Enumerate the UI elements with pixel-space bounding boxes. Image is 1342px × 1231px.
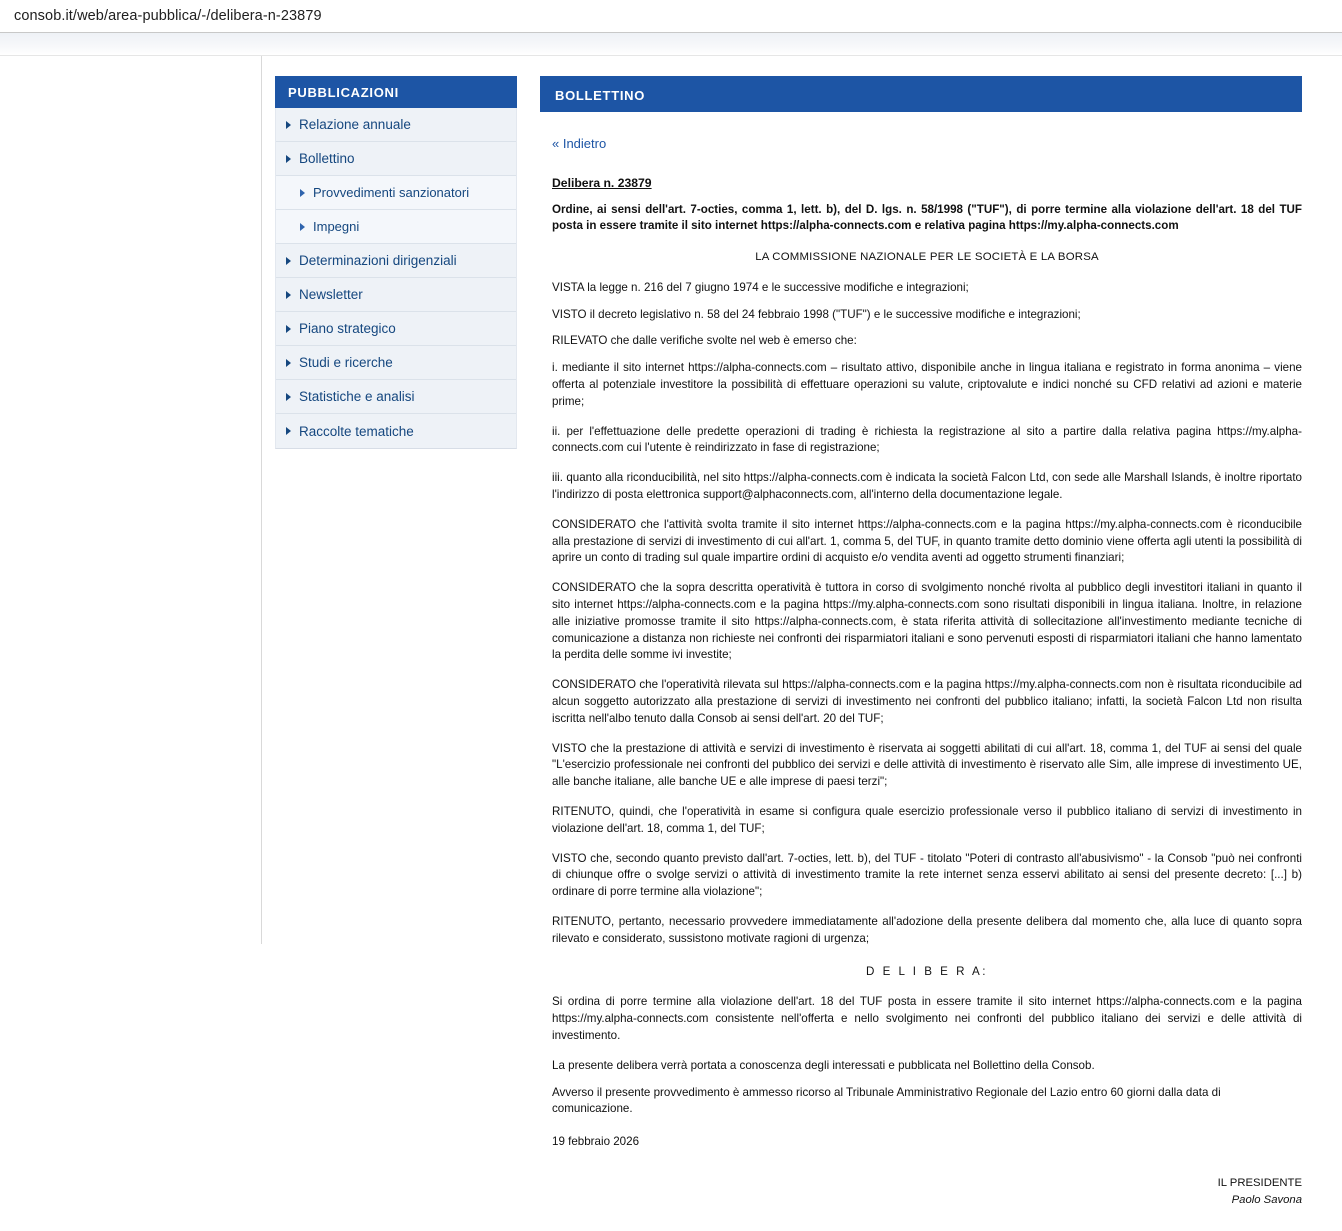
browser-toolbar-shadow xyxy=(0,33,1342,56)
sidebar-item-studi-e-ricerche[interactable] xyxy=(276,346,516,380)
page-body xyxy=(0,56,1342,1206)
chevron-right-icon xyxy=(286,427,291,435)
document-delibera-heading: D E L I B E R A: xyxy=(865,964,989,978)
document-paragraph: iii. quanto alla riconducibilità, nel sito https://alpha-connects.com è indicata la società Falcon Ltd, con sede alle Marshall Islands, è inoltre riportato l'indirizzo di posta elettronica support@alphaconnects.com, all'interno della documentazione legale. xyxy=(552,471,1302,501)
sidebar-item-bollettino[interactable] xyxy=(276,142,516,176)
signature-name: Paolo Savona xyxy=(1231,1193,1302,1206)
sidebar-item-impegni[interactable] xyxy=(276,210,516,244)
page-gutter-divider xyxy=(261,56,262,944)
chevron-right-icon xyxy=(286,155,291,163)
document-bottom-spacer xyxy=(552,1209,1302,1231)
sidebar-item-raccolte-tematiche[interactable] xyxy=(276,414,516,448)
sidebar-item-piano-strategico[interactable] xyxy=(276,312,516,346)
signature-role: IL PRESIDENTE xyxy=(1217,1176,1302,1189)
document-paragraph: RITENUTO, quindi, che l'operatività in esame si configura quale esercizio professionale verso il pubblico italiano di servizi di investimento in violazione dell'art. 18, comma 1, del TUF; xyxy=(552,804,1302,835)
sidebar-item-determinazioni-dirigenziali[interactable] xyxy=(276,244,516,278)
sidebar-item-label: Determinazioni dirigenziali xyxy=(299,253,457,268)
chevron-right-icon xyxy=(300,189,305,197)
document-paragraph: RITENUTO, pertanto, necessario provvedere immediatamente all'adozione della presente delibera dal momento che, alla luce di quanto sopra rilevato e considerato, sussistono motivate ragioni di urgenza; xyxy=(552,914,1302,945)
sidebar-title: PUBBLICAZIONI xyxy=(275,76,517,108)
document-resolution-paragraph: Avverso il presente provvedimento è ammesso ricorso al Tribunale Amministrativo Regionale del Lazio entro 60 giorni dalla data di comunicazione. xyxy=(552,1085,1221,1116)
document-paragraph: CONSIDERATO che l'attività svolta tramite il sito internet https://alpha-connects.com e la pagina https://my.alpha-connects.com è riconducibile alla prestazione di servizi di investimento di cui all'art. 1, comma 5, del TUF, in quanto tramite detto dominio viene offerta agli utenti la possibilità di aprire un conto di trading sul quale impartire ordini di acquisto e/o vendita aventi ad oggetto strumenti finanziari; xyxy=(552,517,1302,565)
sidebar-item-label: Studi e ricerche xyxy=(299,355,393,370)
sidebar-item-label: Piano strategico xyxy=(299,321,396,336)
document-paragraph: i. mediante il sito internet https://alpha-connects.com – risultato attivo, disponibile anche in lingua italiana e registrato in forma anonima – viene offerta al potenziale investitore la possibilità di effettuare operazioni su valute, criptovalute e indici nonché su CFD relativi ad azioni e materie prime; xyxy=(552,361,1302,408)
chevron-right-icon xyxy=(286,325,291,333)
sidebar-item-label: Bollettino xyxy=(299,151,355,166)
document-resolution-paragraph: La presente delibera verrà portata a conoscenza degli interessati e pubblicata nel Bollettino della Consob. xyxy=(552,1058,1095,1072)
document-subtitle: Ordine, ai sensi dell'art. 7-octies, comma 1, lett. b), del D. lgs. n. 58/1998 ("TUF"), di porre termine alla violazione dell'art. 18 del TUF posta in essere tramite il sito internet https://alpha-connects.com e relativa pagina https://my.alpha-connects.com xyxy=(552,202,1302,233)
sidebar-item-label: Relazione annuale xyxy=(299,117,411,132)
document-paragraph: VISTO che la prestazione di attività e servizi di investimento è riservata ai soggetti abilitati di cui all'art. 18, comma 1, del TUF ai sensi del quale "L'esercizio professionale nei confronti del pubblico dei servizi e delle attività di investimento è riservato alle Sim, alle imprese di investimento UE, alle banche italiane, alle banche UE e alle imprese di paesi terzi"; xyxy=(552,741,1302,789)
document-date: 19 febbraio 2026 xyxy=(552,1135,640,1149)
back-link[interactable]: « Indietro xyxy=(552,136,607,151)
sidebar-item-label: Provvedimenti sanzionatori xyxy=(313,185,470,200)
document-paragraph: VISTA la legge n. 216 del 7 giugno 1974 e le successive modifiche e integrazioni; xyxy=(552,280,969,294)
chevron-right-icon xyxy=(286,257,291,265)
document-paragraph: CONSIDERATO che l'operatività rilevata sul https://alpha-connects.com e la pagina https://my.alpha-connects.com non è risultata riconducibile ad alcun soggetto autorizzato alla prestazione di servizi di investimento nei confronti del pubblico italiano; infatti, la società Falcon Ltd non risulta iscritta nell'albo tenuto dalla Consob ai sensi dell'art. 20 del TUF; xyxy=(552,678,1302,725)
browser-url-bar[interactable] xyxy=(0,0,1342,33)
sidebar-nav-list xyxy=(275,108,517,449)
document-resolution-paragraph: Si ordina di porre termine alla violazione dell'art. 18 del TUF posta in essere tramite il sito internet https://alpha-connects.com e la pagina https://my.alpha-connects.com consistente nell'offerta e nello svolgimento nei confronti del pubblico italiano dei servizi e delle attività di investimento. xyxy=(552,995,1302,1042)
document-paragraph: RILEVATO che dalle verifiche svolte nel web è emerso che: xyxy=(552,334,857,348)
document-paragraph: VISTO che, secondo quanto previsto dall'art. 7-octies, lett. b), del TUF - titolato "Poteri di contrasto all'abusivismo" - la Consob "può nei confronti di chiunque offre o svolge servizi o attività di investimento tramite la rete internet senza esservi abilitato ai sensi del presente decreto: [...] b) ordinare di porre termine alla violazione"; xyxy=(552,851,1302,899)
sidebar-item-label: Statistiche e analisi xyxy=(299,389,415,404)
sidebar-item-relazione-annuale[interactable] xyxy=(276,108,516,142)
document-signature xyxy=(552,1175,1302,1209)
sidebar-item-statistiche-e-analisi[interactable] xyxy=(276,380,516,414)
chevron-right-icon xyxy=(300,223,305,231)
url-text[interactable]: consob.it/web/area-pubblica/-/delibera-n-23879 xyxy=(14,8,322,24)
document-title: Delibera n. 23879 xyxy=(552,176,652,190)
sidebar-item-label: Newsletter xyxy=(299,287,363,302)
sidebar xyxy=(275,76,517,449)
document-paragraph: VISTO il decreto legislativo n. 58 del 24 febbraio 1998 ("TUF") e le successive modifiche e integrazioni; xyxy=(552,307,1081,321)
sidebar-item-label: Raccolte tematiche xyxy=(299,423,414,439)
chevron-right-icon xyxy=(286,291,291,299)
sidebar-item-newsletter[interactable] xyxy=(276,278,516,312)
document-body xyxy=(552,175,1302,1231)
main-content xyxy=(540,76,1302,1231)
sidebar-item-provvedimenti-sanzionatori[interactable] xyxy=(276,176,516,210)
chevron-right-icon xyxy=(286,121,291,129)
document-organization: LA COMMISSIONE NAZIONALE PER LE SOCIETÀ E LA BORSA xyxy=(755,251,1099,264)
sidebar-item-label: Impegni xyxy=(313,219,360,234)
document-paragraph: CONSIDERATO che la sopra descritta operatività è tuttora in corso di svolgimento nonché rivolta al pubblico degli investitori italiani in quanto il sito internet https://alpha-connects.com e la pagina https://my.alpha-connects.com sono risultati disponibili in lingua italiana. Inoltre, in relazione alle iniziative promosse tramite il sito https://alpha-connects.com, è stata riferita attività di sollecitazione all'investimento mediante tecniche di comunicazione a distanza non richieste nei confronti dei risparmiatori italiani e sono pervenuti esposti di risparmiatori italiani che hanno lamentato la perdita delle somme ivi investite; xyxy=(552,581,1302,662)
content-header-title: BOLLETTINO xyxy=(540,76,1302,112)
chevron-right-icon xyxy=(286,359,291,367)
document-paragraph: ii. per l'effettuazione delle predette operazioni di trading è richiesta la registrazione al sito a partire dalla relativa pagina https://my.alpha-connects.com cui l'utente è reindirizzato in fase di registrazione; xyxy=(552,424,1302,455)
chevron-right-icon xyxy=(286,393,291,401)
